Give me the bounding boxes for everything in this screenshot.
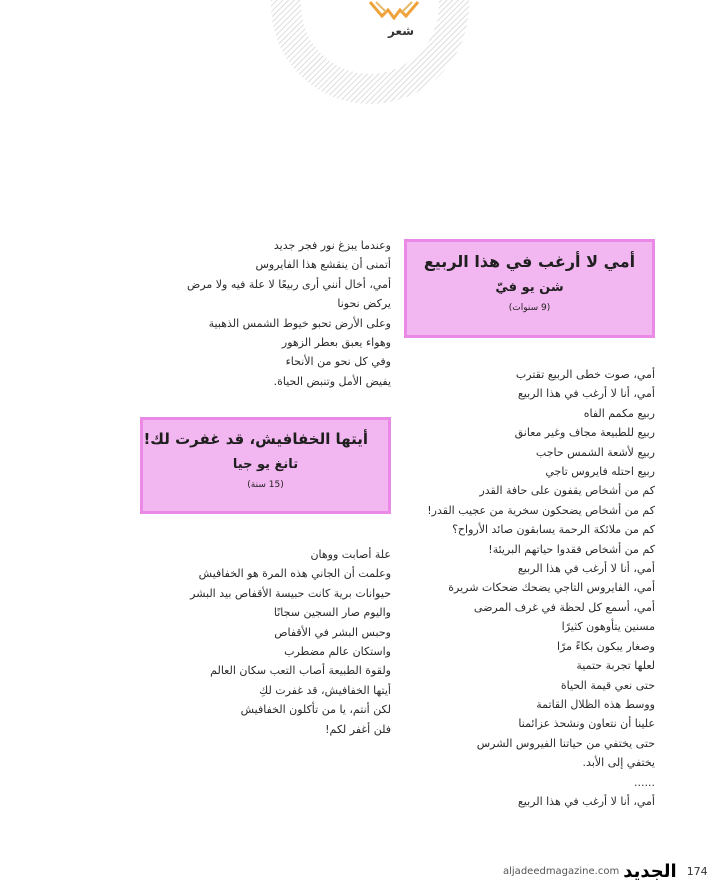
magazine-logo: الجديد (623, 861, 677, 882)
poem-line: يختفي إلى الأبد. (582, 756, 655, 770)
poem-line: يركض نحونا (337, 297, 391, 311)
poem1-age: (9 سنوات) (508, 303, 551, 313)
poem-line: ولقوة الطبيعة أصاب التعب سكان العالم (210, 664, 391, 678)
poem-line: حيوانات برية كانت حبيسة الأقفاص بيد البشر (190, 586, 391, 600)
poem1-body (427, 365, 655, 811)
poem-line: كم من أشخاص يقفون على حافة القدر (479, 484, 655, 498)
poem-line: أتمنى أن ينقشع هذا الفايروس (255, 258, 391, 272)
poem-line: لعلها تجربة حتمية (576, 659, 655, 673)
poem-line: ربيع لأشعة الشمس حاجب (535, 445, 655, 459)
poem-line: واليوم صار السجين سجانًا (273, 606, 391, 620)
poem1-title-box (404, 239, 655, 338)
poem-line: وعندما يبزغ نور فجر جديد (273, 239, 391, 252)
poem-line: ربيع احتله فايروس تاجي (545, 465, 655, 479)
poem-line: يفيض الأمل وتنبض الحياة. (273, 374, 391, 388)
poem-line: أمي، أخال أنني أرى ربيعًا لا علة فيه ولا مرض (187, 277, 391, 291)
poem-line: وعلمت أن الجاني هذه المرة هو الخفافيش (198, 567, 391, 581)
poem-line: أمي، الفايروس التاجي يضحك ضحكات شريرة (448, 581, 655, 595)
poem-line: واستكان عالم مضطرب (284, 645, 391, 659)
poem1-author: شن يو فيّ (495, 280, 564, 295)
poem-line: كم من ملائكة الرحمة يسابقون صائد الأرواح؟ (452, 523, 655, 537)
poem1-continuation (187, 236, 391, 391)
poem-line: أمي، أسمع كل لحظة في غرف المرضى (473, 600, 655, 614)
poem-line: علة أصابت ووهان (310, 548, 391, 561)
poem-line: مسنين يتأوهون كثيرًا (561, 620, 655, 634)
poem-line: كم من أشخاص فقدوا حياتهم البريئة! (488, 542, 655, 556)
poem-line: وهواء يعبق بعطر الزهور (281, 336, 391, 350)
poem-line: أمي، أنا لا أرغب في هذا الربيع (517, 562, 655, 576)
poem-line: وصغار يبكون بكاءً مرًا (556, 639, 655, 653)
poem-line: وحبس البشر في الأقفاص (274, 625, 391, 639)
poem-line: وفي كل نحو من الأنحاء (285, 355, 391, 369)
poem-line: ووسط هذه الظلال القاتمة (536, 697, 655, 711)
poem-line: ربيع للطبيعة مجاف وغير معانق (514, 426, 655, 440)
poem-line: أمي، أنا لا أرغب في هذا الربيع (517, 794, 655, 808)
calligraphy-ornament (366, 0, 422, 20)
poem-line: أيتها الخفافيش، قد غفرت لكِ (259, 683, 391, 697)
section-label: شعر (387, 24, 415, 38)
poem-line: وعلى الأرض تحبو خيوط الشمس الذهبية (208, 316, 391, 330)
page-footer (503, 861, 708, 882)
page-number: 174 (686, 865, 708, 878)
poem-line: ربيع مكمم الفاه (583, 406, 655, 420)
site-url[interactable]: aljadeedmagazine.com (503, 866, 620, 877)
poem2-body (190, 545, 391, 739)
poem-line: أمي، أنا لا أرغب في هذا الربيع (517, 387, 655, 401)
poem-line: ...... (634, 775, 655, 789)
poem-line: لكن أنتم، يا من تأكلون الخفافيش (240, 703, 391, 717)
poem2-author: تانغ يو جيا (232, 457, 299, 472)
poem-line: فلن أغفر لكم! (325, 722, 391, 736)
poem1-title: أمي لا أرغب في هذا الربيع (423, 252, 636, 271)
poem2-title-box (140, 417, 391, 514)
poem-line: كم من أشخاص يضحكون سخرية من عجيب القدر! (427, 503, 655, 517)
poem-line: حتى نعي قيمة الحياة (560, 678, 655, 692)
poem-line: حتى يختفي من حياتنا الفيروس الشرس (476, 736, 655, 750)
poem2-title: أيتها الخفافيش، قد غفرت لك! (143, 430, 368, 448)
poem2-age: (15 سنة) (247, 480, 284, 490)
poem-line: أمي، صوت خطى الربيع تقترب (515, 368, 655, 381)
poem-line: علينا أن نتعاون ونشحذ عزائمنا (518, 717, 655, 731)
